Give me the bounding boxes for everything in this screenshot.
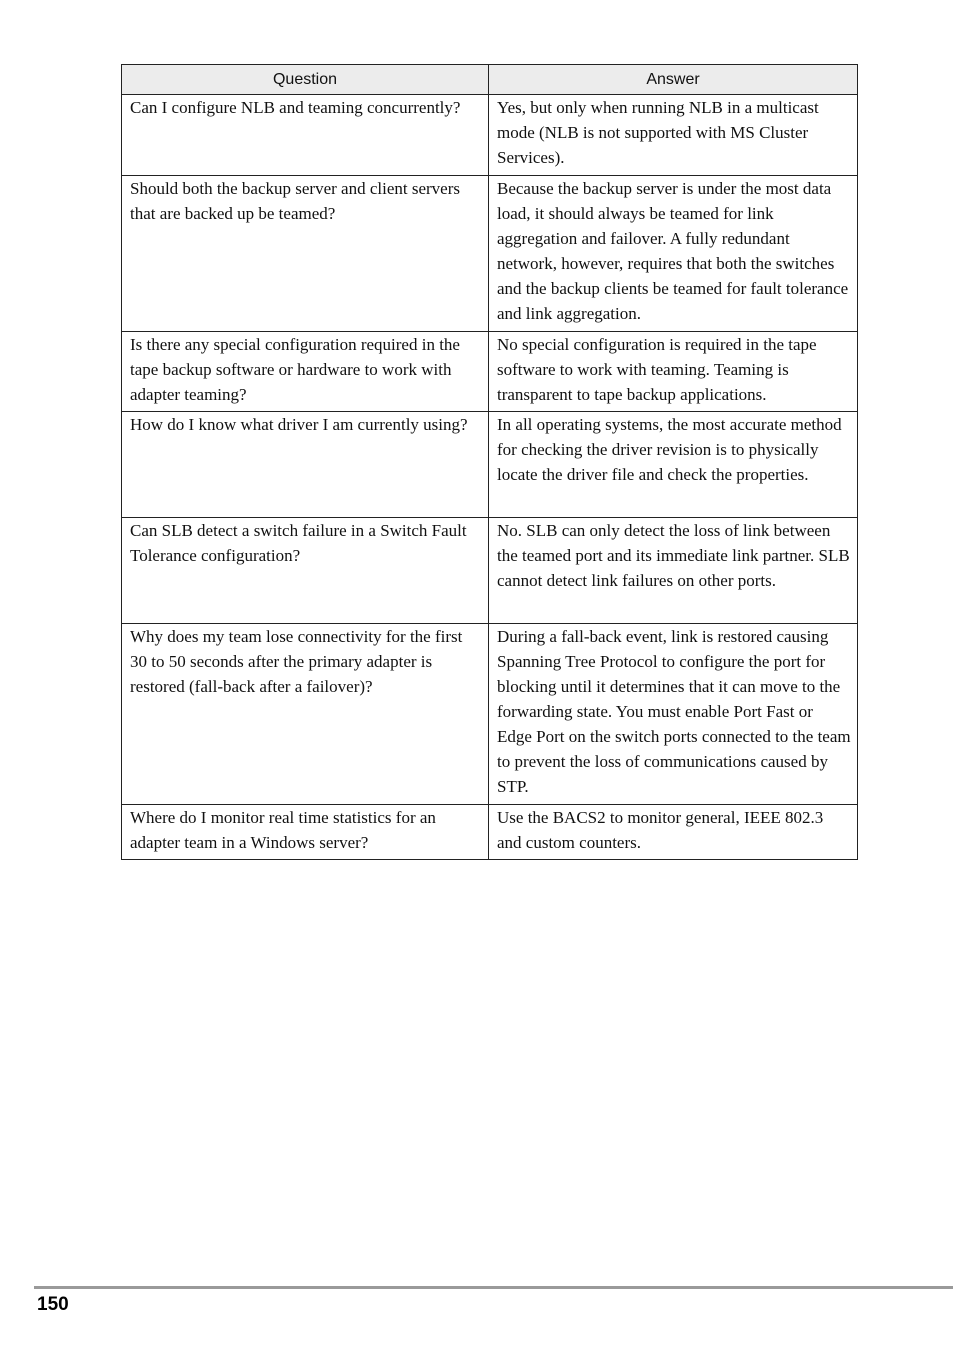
table-header-row <box>122 65 858 95</box>
answer-cell <box>489 624 858 805</box>
answer-text: No special configuration is required in the tape software to work with teaming. Teaming is transparent to tape backup applications. <box>497 335 817 404</box>
answer-cell <box>489 805 858 860</box>
answer-text: Use the BACS2 to monitor general, IEEE 802.3 and custom counters. <box>497 808 824 852</box>
answer-cell <box>489 176 858 332</box>
question-text: Can I configure NLB and teaming concurrently? <box>130 98 461 117</box>
question-cell <box>122 624 489 805</box>
answer-cell <box>489 95 858 176</box>
question-text: How do I know what driver I am currently using? <box>130 415 468 434</box>
faq-table <box>121 64 858 860</box>
answer-cell <box>489 332 858 412</box>
table-row <box>122 805 858 860</box>
question-cell <box>122 805 489 860</box>
question-cell <box>122 518 489 624</box>
answer-text: Yes, but only when running NLB in a multicast mode (NLB is not supported with MS Cluster Services). <box>497 98 819 167</box>
question-text: Should both the backup server and client servers that are backed up be teamed? <box>130 179 460 223</box>
answer-text: Because the backup server is under the most data load, it should always be teamed for link aggregation and failover. A fully redundant network, however, requires that both the switches and the backup clients be teamed for fault tolerance and link aggregation. <box>497 179 849 323</box>
column-header-question: Question <box>122 65 489 95</box>
table-row <box>122 412 858 518</box>
answer-text: In all operating systems, the most accurate method for checking the driver revision is to physically locate the driver file and check the properties. <box>497 415 842 484</box>
column-header-answer: Answer <box>489 65 858 95</box>
table-row <box>122 624 858 805</box>
question-text: Why does my team lose connectivity for the first 30 to 50 seconds after the primary adapter is restored (fall-back after a failover)? <box>130 627 463 696</box>
footer-divider <box>34 1286 953 1289</box>
answer-text: During a fall-back event, link is restored causing Spanning Tree Protocol to configure the port for blocking until it determines that it can move to the forwarding state. You must enable Port Fast or Edge Port on the switch ports connected to the team to prevent the loss of communications caused by STP. <box>497 627 851 796</box>
answer-cell <box>489 412 858 518</box>
answer-cell <box>489 518 858 624</box>
question-cell <box>122 176 489 332</box>
question-text: Is there any special configuration required in the tape backup software or hardware to work with adapter teaming? <box>130 335 460 404</box>
table-row <box>122 176 858 332</box>
question-cell <box>122 332 489 412</box>
question-cell <box>122 412 489 518</box>
question-text: Where do I monitor real time statistics for an adapter team in a Windows server? <box>130 808 436 852</box>
question-cell <box>122 95 489 176</box>
page-number: 150 <box>37 1294 69 1315</box>
table-row <box>122 518 858 624</box>
table-row <box>122 332 858 412</box>
answer-text: No. SLB can only detect the loss of link between the teamed port and its immediate link partner. SLB cannot detect link failures on other ports. <box>497 521 850 590</box>
question-text: Can SLB detect a switch failure in a Switch Fault Tolerance configuration? <box>130 521 467 565</box>
table-row <box>122 95 858 176</box>
